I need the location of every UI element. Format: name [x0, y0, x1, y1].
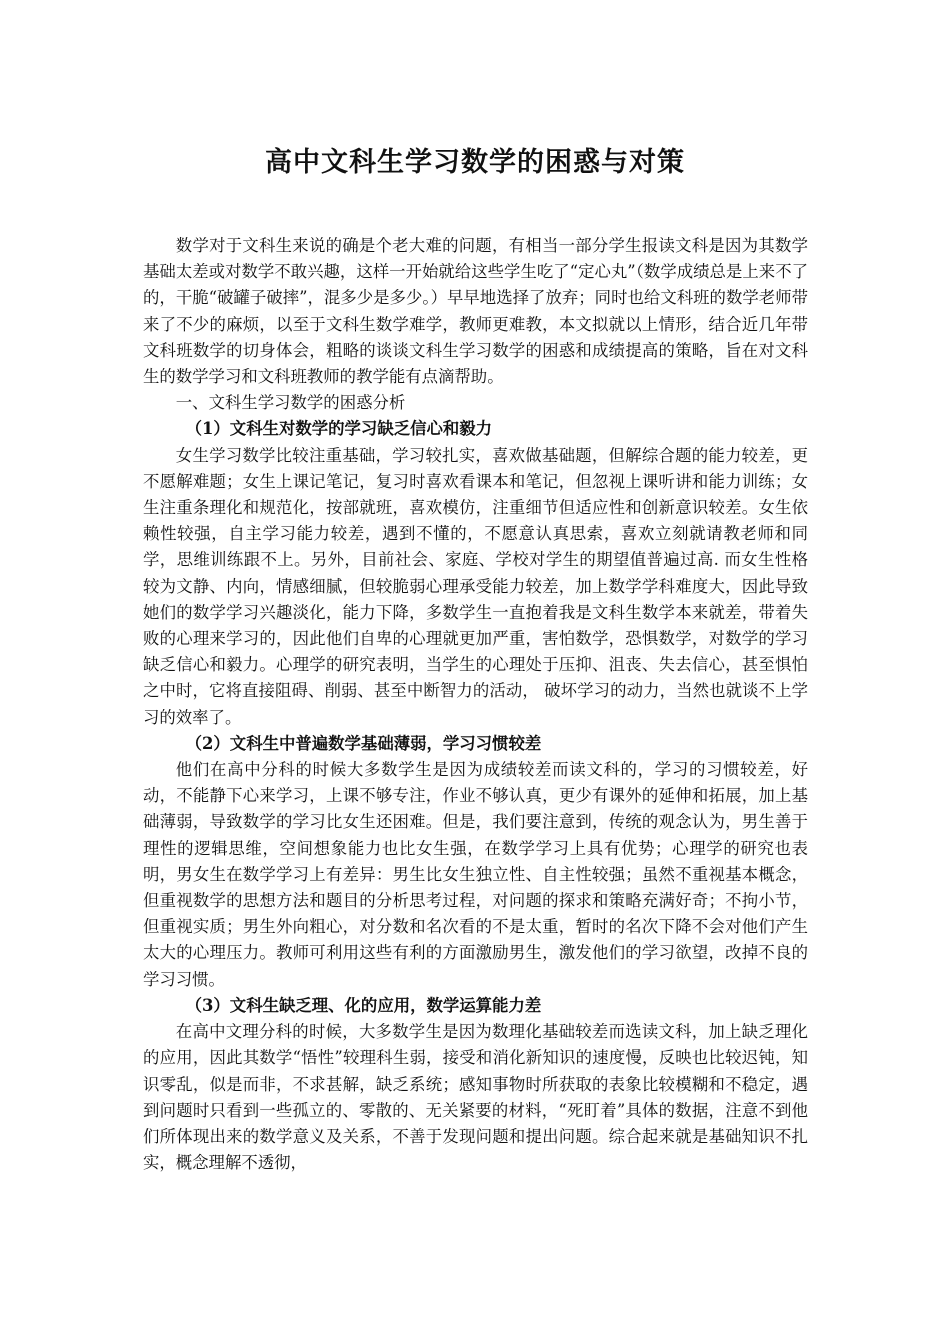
paragraph-2: 他们在高中分科的时候大多数学生是因为成绩较差而读文科的，学习的习惯较差，好动，不能静下心来学习，上课不够专注，作业不够认真，更少有课外的延伸和拓展，加上基础薄弱，导致数学的学习比女生还困难。但是，我们要注意到，传统的观念认为，男生善于理性的逻辑思维，空间想象能力也比女生强，在数学学习上具有优势；心理学的研究也表明，男女生在数学学习上有差异：男生比女生独立性、自主性较强；虽然不重视基本概念，但重视数学的思想方法和题目的分析思考过程，对问题的探求和策略充满好奇；不拘小节，但重视实质；男生外向粗心，对分数和名次看的不是太重，暂时的名次下降不会对他们产生太大的心理压力。教师可利用这些有利的方面激励男生，激发他们的学习欲望，改掉不良的学习习惯。 — [143, 760, 808, 989]
document-body — [143, 233, 808, 1176]
paragraph-3: 在高中文理分科的时候，大多数学生是因为数理化基础较差而选读文科，加上缺乏理化的应用，因此其数学“悟性”较理科生弱，接受和消化新知识的速度慢，反映也比较迟钝，知识零乱，似是而非，不求甚解，缺乏系统；感知事物时所获取的表象比较模糊和不稳定，遇到问题时只看到一些孤立的、零散的、无关紧要的材料，“死盯着”具体的数据，注意不到他们所体现出来的数学意义及关系，不善于发现问题和提出问题。综合起来就是基础知识不扎实，概念理解不透彻， — [143, 1022, 808, 1173]
intro-paragraph: 数学对于文科生来说的确是个老大难的问题，有相当一部分学生报读文科是因为其数学基础太差或对数学不敢兴趣，这样一开始就给这些学生吃了“定心丸”（数学成绩总是上来不了的，干脆“破罐子破摔”，混多少是多少。）早早地选择了放弃；同时也给文科班的数学老师带来了不少的麻烦，以至于文科生数学难学，教师更难教，本文拟就以上情形，结合近几年带文科班数学的切身体会，粗略的谈谈文科生学习数学的困惑和成绩提高的策略，旨在对文科生的数学学习和文科班教师的教学能有点滴帮助。 — [143, 236, 808, 387]
document-title: 高中文科生学习数学的困惑与对策 — [265, 147, 685, 178]
section-heading: 一、文科生学习数学的困惑分析 — [175, 393, 406, 413]
subsection-heading-2: （2）文科生中普遍数学基础薄弱，学习习惯较差 — [185, 733, 542, 753]
paragraph-1: 女生学习数学比较注重基础，学习较扎实，喜欢做基础题，但解综合题的能力较差，更不愿解难题；女生上课记笔记，复习时喜欢看课本和笔记，但忽视上课听讲和能力训练；女生注重条理化和规范化，按部就班，喜欢模仿，注重细节但适应性和创新意识较差。女生依赖性较强，自主学习能力较差，遇到不懂的，不愿意认真思索，喜欢立刻就请教老师和同学，思维训练跟不上。另外，目前社会、家庭、学校对学生的期望值普遍过高. 而女生性格较为文静、内向，情感细腻，但较脆弱心理承受能力较差，加上数学学科难度大，因此导致她们的数学学习兴趣淡化，能力下降，多数学生一直抱着我是文科生数学本来就差，带着失败的心理来学习的，因此他们自卑的心理就更加严重，害怕数学，恐惧数学，对数学的学习缺乏信心和毅力。心理学的研究表明，当学生的心理处于压抑、沮丧、失去信心，甚至惧怕之中时，它将直接阻碍、削弱、甚至中断智力的活动， 破坏学习的动力，当然也就谈不上学习的效率了。 — [143, 445, 808, 727]
subsection-heading-3: （3）文科生缺乏理、化的应用，数学运算能力差 — [185, 995, 542, 1015]
subsection-heading-1: （1）文科生对数学的学习缺乏信心和毅力 — [185, 419, 493, 439]
